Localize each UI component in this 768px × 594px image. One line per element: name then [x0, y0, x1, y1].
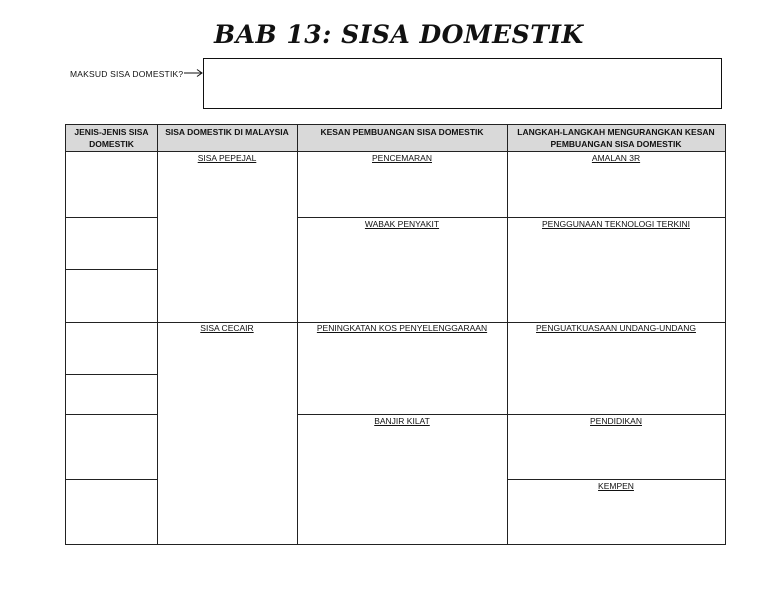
- table-border-left: [65, 124, 66, 545]
- row-divider: [65, 269, 157, 270]
- malaysia-cell-title: SISA CECAIR: [200, 323, 254, 333]
- malaysia-cell-title: SISA PEPEJAL: [197, 153, 257, 163]
- kesan-cell-title: WABAK PENYAKIT: [364, 219, 440, 229]
- header-malaysia: SISA DOMESTIK DI MALAYSIA: [165, 127, 289, 137]
- row-divider: [507, 414, 725, 415]
- header-jenis: JENIS-JENIS SISA DOMESTIK: [74, 127, 149, 149]
- kesan-cell-title: PENINGKATAN KOS PENYELENGGARAAN: [316, 323, 488, 333]
- langkah-cell-title: AMALAN 3R: [591, 153, 641, 163]
- arrow-right-icon: [184, 68, 204, 78]
- row-divider: [65, 217, 157, 218]
- page-title: BAB 13: SISA DOMESTIK: [214, 20, 584, 49]
- row-divider: [65, 414, 157, 415]
- kesan-cell-title: BANJIR KILAT: [374, 416, 430, 426]
- column-divider: [157, 124, 158, 545]
- kesan-cell-title: PENCEMARAN: [372, 153, 432, 163]
- table-border-right: [725, 124, 726, 545]
- langkah-cell-title: PENGUATKUASAAN UNDANG-UNDANG: [536, 323, 696, 333]
- table-border-top: [65, 124, 726, 125]
- table-border-bottom: [65, 544, 726, 545]
- row-divider: [297, 217, 507, 218]
- row-divider: [65, 374, 157, 375]
- definition-answer-box[interactable]: [203, 58, 722, 109]
- header-langkah: LANGKAH-LANGKAH MENGURANGKAN KESAN PEMBUANGAN SISA DOMESTIK: [517, 127, 715, 149]
- header-divider: [65, 151, 726, 152]
- row-divider: [65, 479, 157, 480]
- langkah-cell-title: PENDIDIKAN: [590, 416, 642, 426]
- column-divider: [297, 124, 298, 545]
- row-divider: [507, 479, 725, 480]
- row-divider: [507, 217, 725, 218]
- langkah-cell-title: PENGGUNAAN TEKNOLOGI TERKINI: [542, 219, 690, 229]
- definition-question-label: MAKSUD SISA DOMESTIK?: [70, 69, 184, 79]
- row-divider: [297, 414, 507, 415]
- row-divider: [65, 322, 157, 323]
- header-kesan: KESAN PEMBUANGAN SISA DOMESTIK: [320, 127, 484, 137]
- langkah-cell-title: KEMPEN: [598, 481, 634, 491]
